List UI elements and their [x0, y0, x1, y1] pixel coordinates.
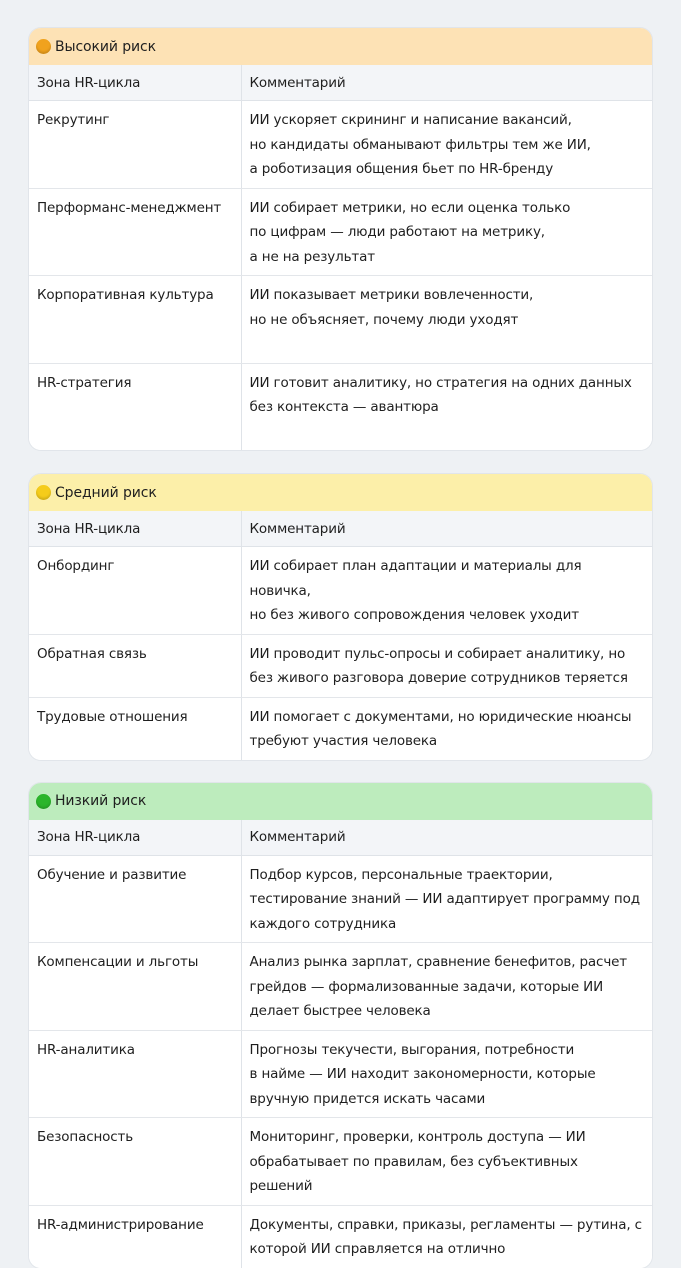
comment-line: каждого сотрудника [249, 915, 397, 932]
comment-line: грейдов — формализованные задачи, которые ИИ [249, 978, 604, 995]
comment-line: Документы, справки, приказы, регламенты — рутина, с [249, 1216, 642, 1233]
table-header-row [29, 65, 652, 101]
comment-cell [241, 276, 652, 364]
zone-cell: Онбординг [29, 547, 241, 635]
risk-table [29, 65, 652, 450]
zone-cell: HR-аналитика [29, 1030, 241, 1118]
empty-line [250, 332, 645, 357]
comment-line: обрабатывает по правилам, без субъективных решений [249, 1153, 578, 1194]
zone-cell: Трудовые отношения [37, 708, 188, 725]
table-row [29, 101, 652, 189]
column-header-zone: Зона HR-цикла [29, 820, 241, 856]
table-row [29, 547, 652, 635]
column-header-comment: Комментарий [241, 511, 652, 547]
comment-line: но не объясняет, почему люди уходят [249, 311, 519, 328]
comment-line: ИИ проводит пульс-опросы и собирает аналитику, но [249, 645, 626, 662]
green-circle-icon [36, 794, 51, 809]
table-row [29, 188, 652, 276]
zone-cell: HR-стратегия [37, 374, 132, 391]
table-header-row [29, 511, 652, 547]
table-header-row [29, 820, 652, 856]
comment-cell [241, 634, 652, 697]
comment-line: ИИ готовит аналитику, но стратегия на одних данных [249, 374, 632, 391]
zone-cell: Обратная связь [29, 634, 241, 697]
comment-line: Подбор курсов, персональные траектории, [249, 866, 553, 883]
column-header-comment: Комментарий [241, 820, 652, 856]
comment-line: по цифрам — люди работают на метрику, [249, 224, 545, 240]
comment-line: Анализ рынка зарплат, сравнение бенефитов, расчет [249, 954, 628, 970]
comment-line: требуют участия человека [249, 733, 438, 749]
comment-line: которой ИИ справляется на отлично [249, 1241, 506, 1257]
column-header-comment: Комментарий [241, 65, 652, 101]
table-row [29, 276, 652, 364]
column-header-zone: Зона HR-цикла [29, 65, 241, 101]
comment-line: а роботизация общения бьет по HR-бренду [249, 161, 554, 177]
comment-cell [241, 1205, 652, 1268]
comment-line: но кандидаты обманывают фильтры тем же ИИ, [249, 136, 591, 153]
zone-cell: Корпоративная культура [29, 276, 241, 364]
table-row [29, 363, 652, 450]
comment-line: но без живого сопровождения человек уходит [249, 607, 579, 623]
table-row [29, 634, 652, 697]
zone-cell: HR-администрирование [37, 1216, 204, 1233]
comment-line: ИИ показывает метрики вовлеченности, [249, 287, 534, 303]
comment-line: вручную придется искать часами [249, 1090, 486, 1107]
table-row [29, 1030, 652, 1118]
zone-cell: Обучение и развитие [29, 855, 241, 943]
comment-line: ИИ собирает план адаптации и материалы для новичка, [249, 558, 582, 599]
zone-cell: Безопасность [29, 1118, 241, 1206]
comment-cell [241, 1030, 652, 1118]
comment-line: ИИ собирает метрики, но если оценка только [249, 199, 571, 216]
risk-table [29, 820, 652, 1268]
table-row [29, 697, 652, 760]
table-row [29, 855, 652, 943]
comment-line: тестирование знаний — ИИ адаптирует программу под [249, 891, 640, 907]
orange-circle-icon [36, 39, 51, 54]
comment-line: ИИ ускоряет скрининг и написание вакансий, [249, 112, 572, 128]
comment-line: ИИ помогает с документами, но юридические нюансы [249, 708, 632, 725]
section-title: Средний риск [55, 484, 157, 501]
section-title: Высокий риск [55, 38, 156, 55]
comment-line: без живого разговора доверие сотрудников теряется [249, 670, 628, 686]
comment-cell [241, 943, 652, 1031]
comment-cell [241, 547, 652, 635]
comment-line: делает быстрее человека [249, 1003, 431, 1019]
section-title: Низкий риск [55, 793, 147, 809]
table-row [29, 1205, 652, 1268]
column-header-zone: Зона HR-цикла [29, 511, 241, 547]
comment-cell [241, 188, 652, 276]
yellow-circle-icon [36, 485, 51, 500]
comment-line: а не на результат [249, 248, 375, 265]
comment-cell [241, 697, 652, 760]
zone-cell: Компенсации и льготы [29, 943, 241, 1031]
comment-line: Прогнозы текучести, выгорания, потребности [249, 1041, 575, 1058]
comment-cell [241, 101, 652, 189]
section-medium-risk [29, 474, 652, 760]
section-low-risk [29, 783, 652, 1268]
comment-line: без контекста — авантюра [249, 399, 439, 415]
section-header [29, 28, 652, 65]
comment-line: Мониторинг, проверки, контроль доступа — ИИ [249, 1129, 586, 1145]
comment-line: в найме — ИИ находит закономерности, которые [249, 1066, 596, 1082]
zone-cell: Рекрутинг [29, 101, 241, 189]
section-header [29, 783, 652, 820]
zone-cell: Перформанс-менеджмент [29, 188, 241, 276]
comment-cell [241, 855, 652, 943]
empty-line [250, 420, 645, 445]
risk-table [29, 511, 652, 760]
section-high-risk [29, 28, 652, 450]
table-row [29, 1118, 652, 1206]
section-header [29, 474, 652, 511]
table-row [29, 943, 652, 1031]
comment-cell [241, 363, 652, 450]
comment-cell [241, 1118, 652, 1206]
